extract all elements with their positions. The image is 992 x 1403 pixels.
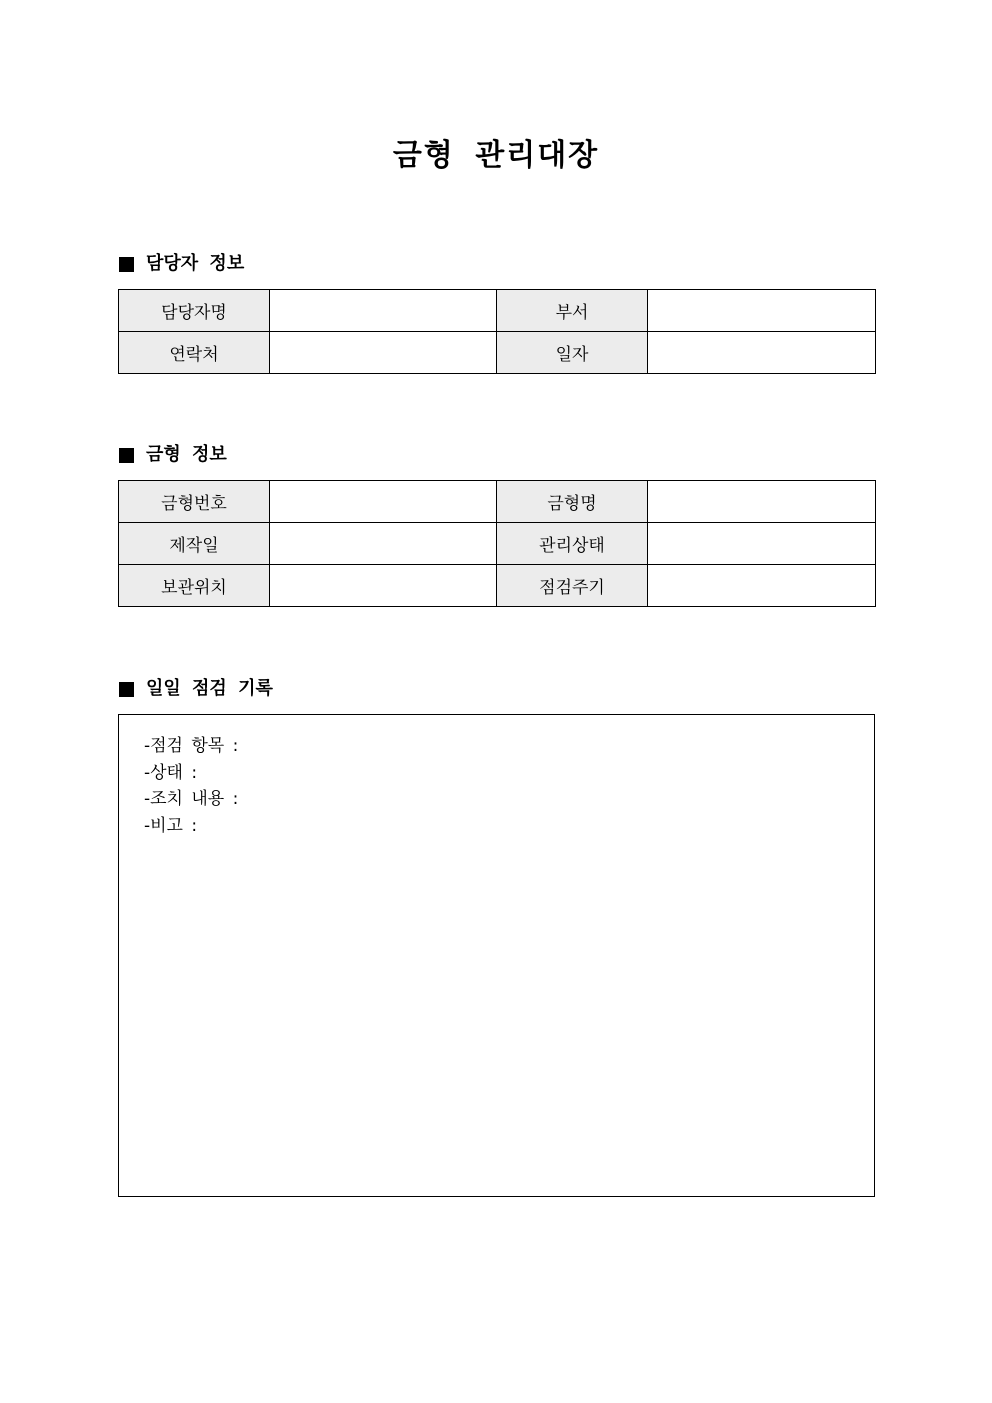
mold-number-field[interactable] bbox=[270, 481, 497, 523]
inspection-item-line: -점검 항목 : bbox=[144, 736, 239, 756]
manager-section-heading bbox=[119, 252, 244, 276]
document-title: 금형 관리대장 bbox=[392, 138, 600, 173]
manager-name-field[interactable] bbox=[270, 290, 497, 332]
mold-section-heading bbox=[119, 443, 227, 467]
department-label: 부서 bbox=[497, 290, 648, 332]
remarks-line: -비고 : bbox=[144, 815, 198, 836]
management-status-label: 관리상태 bbox=[497, 523, 648, 565]
date-label: 일자 bbox=[497, 332, 648, 374]
manager-info-table bbox=[118, 289, 876, 374]
inspection-record-box[interactable] bbox=[118, 714, 875, 1197]
table-row bbox=[119, 565, 876, 607]
table-row bbox=[119, 332, 876, 374]
table-row bbox=[119, 481, 876, 523]
storage-location-field[interactable] bbox=[270, 565, 497, 607]
inspection-section-heading bbox=[119, 677, 273, 701]
date-field[interactable] bbox=[648, 332, 876, 374]
department-field[interactable] bbox=[648, 290, 876, 332]
inspection-cycle-label: 점검주기 bbox=[497, 565, 648, 607]
mold-name-label: 금형명 bbox=[497, 481, 648, 523]
mold-name-field[interactable] bbox=[648, 481, 876, 523]
manager-section-title: 담당자 정보 bbox=[146, 253, 245, 274]
inspection-cycle-field[interactable] bbox=[648, 565, 876, 607]
mold-number-label: 금형번호 bbox=[119, 481, 270, 523]
production-date-field[interactable] bbox=[270, 523, 497, 565]
production-date-label: 제작일 bbox=[119, 523, 270, 565]
table-row bbox=[119, 290, 876, 332]
status-line: -상태 : bbox=[144, 762, 198, 783]
action-taken-line: -조치 내용 : bbox=[144, 789, 239, 809]
table-row bbox=[119, 523, 876, 565]
square-bullet-icon bbox=[119, 448, 134, 463]
mold-info-table bbox=[118, 480, 876, 607]
contact-field[interactable] bbox=[270, 332, 497, 374]
square-bullet-icon bbox=[119, 257, 134, 272]
square-bullet-icon bbox=[119, 682, 134, 697]
mold-section-title: 금형 정보 bbox=[146, 444, 227, 465]
manager-name-label: 담당자명 bbox=[119, 290, 270, 332]
inspection-section-title: 일일 점검 기록 bbox=[146, 678, 273, 699]
management-status-field[interactable] bbox=[648, 523, 876, 565]
contact-label: 연락처 bbox=[119, 332, 270, 374]
storage-location-label: 보관위치 bbox=[119, 565, 270, 607]
inspection-record-lines bbox=[144, 733, 238, 839]
